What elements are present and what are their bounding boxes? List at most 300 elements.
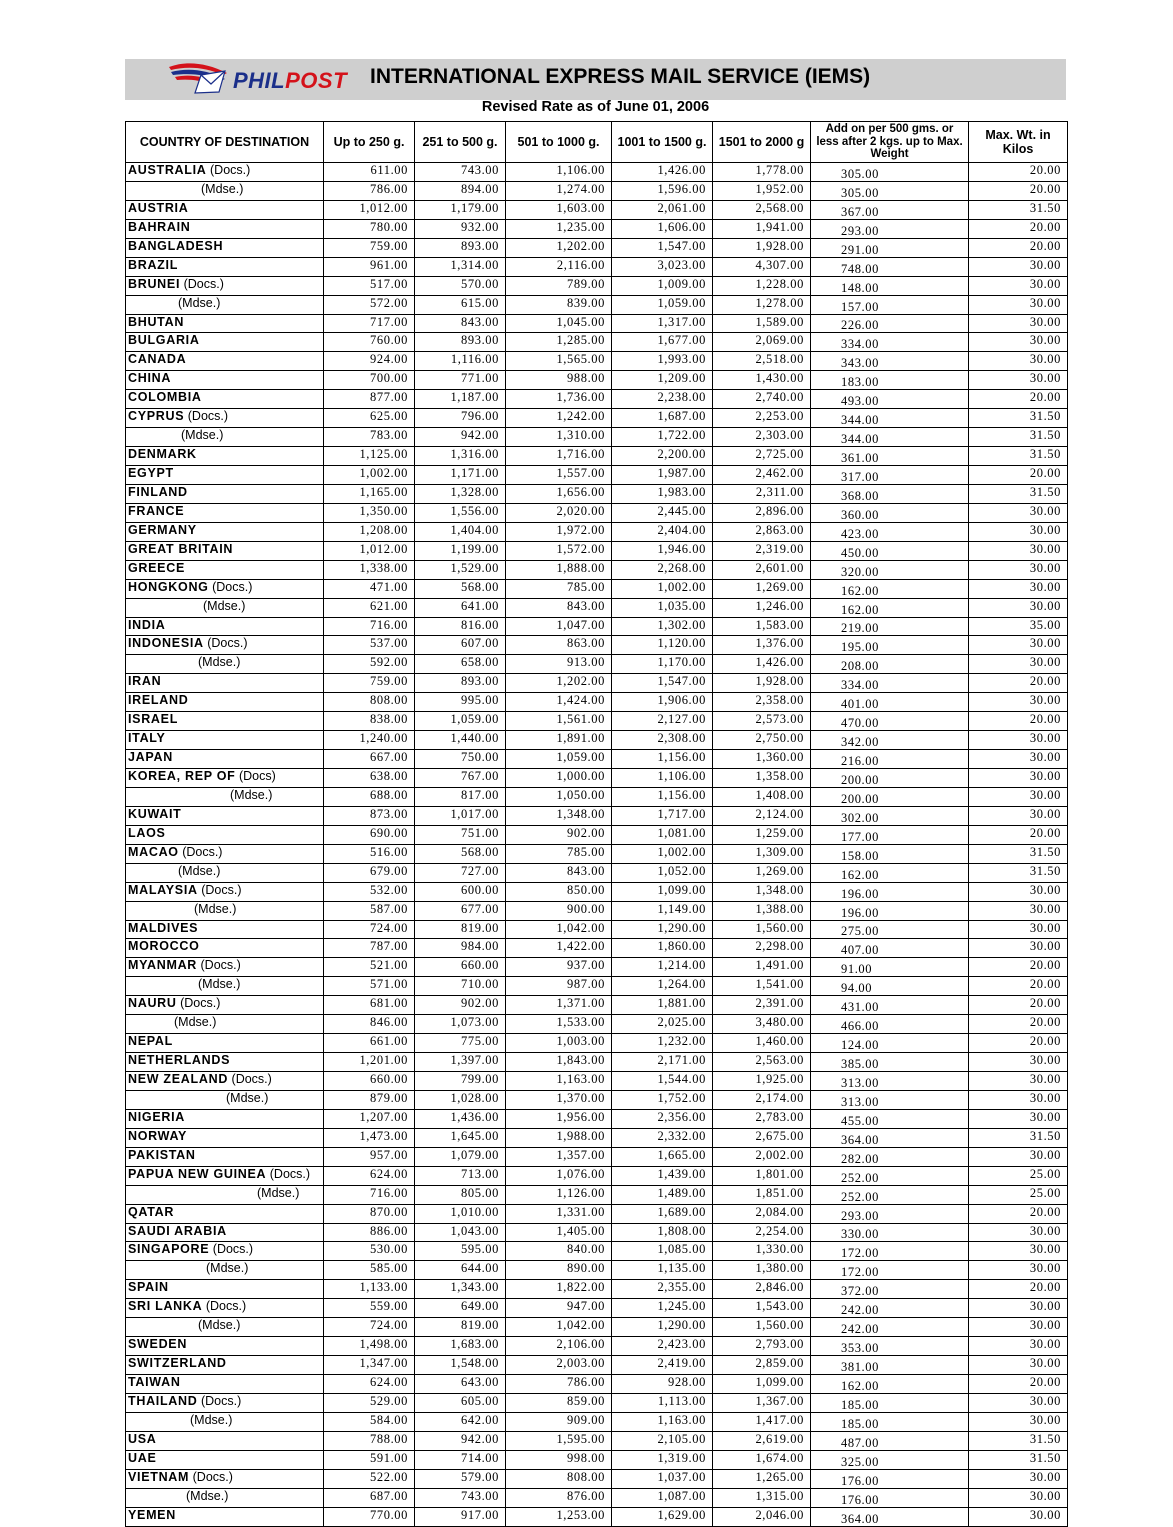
- rate-cell: 2,319.00: [713, 541, 811, 560]
- add-on-cell: 455.00: [811, 1109, 969, 1128]
- rate-cell: 1,424.00: [506, 693, 612, 712]
- rate-cell: 1,043.00: [415, 1223, 506, 1242]
- country-cell: [126, 636, 324, 655]
- max-weight-cell: 20.00: [969, 825, 1068, 844]
- rate-cell: 716.00: [324, 1185, 415, 1204]
- rate-cell: 1,133.00: [324, 1280, 415, 1299]
- rate-cell: 957.00: [324, 1147, 415, 1166]
- country-cell: [126, 200, 324, 219]
- rate-cell: 932.00: [415, 219, 506, 238]
- country-cell: [126, 598, 324, 617]
- rate-cell: 2,116.00: [506, 257, 612, 276]
- country-name: KUWAIT: [128, 806, 182, 821]
- rate-cell: 681.00: [324, 996, 415, 1015]
- rate-cell: 909.00: [506, 1412, 612, 1431]
- rate-cell: 902.00: [415, 996, 506, 1015]
- rate-cell: 1,246.00: [713, 598, 811, 617]
- country-name: CYPRUS: [128, 409, 185, 424]
- rate-cell: 1,561.00: [506, 712, 612, 731]
- rate-cell: 750.00: [415, 750, 506, 769]
- table-row: [126, 1450, 1068, 1469]
- rate-cell: 607.00: [415, 636, 506, 655]
- rate-cell: 789.00: [506, 276, 612, 295]
- rate-cell: 2,391.00: [713, 996, 811, 1015]
- rate-cell: 572.00: [324, 295, 415, 314]
- col-header-1501-2000: 1501 to 2000 g: [713, 122, 811, 163]
- country-name: CHINA: [128, 371, 172, 386]
- table-row: [126, 1337, 1068, 1356]
- add-on-cell: 216.00: [811, 750, 969, 769]
- add-on-cell: 361.00: [811, 447, 969, 466]
- max-weight-cell: 20.00: [969, 712, 1068, 731]
- rate-cell: 1,348.00: [506, 806, 612, 825]
- rate-cell: 759.00: [324, 238, 415, 257]
- country-cell: [126, 674, 324, 693]
- rate-cell: 621.00: [324, 598, 415, 617]
- add-on-cell: 148.00: [811, 276, 969, 295]
- rate-cell: 615.00: [415, 295, 506, 314]
- rate-cell: 1,987.00: [612, 466, 713, 485]
- rate-cell: 1,583.00: [713, 617, 811, 636]
- max-weight-cell: 30.00: [969, 1337, 1068, 1356]
- add-on-cell: 176.00: [811, 1488, 969, 1507]
- rate-cell: 1,860.00: [612, 939, 713, 958]
- add-on-cell: 353.00: [811, 1337, 969, 1356]
- max-weight-cell: 31.50: [969, 484, 1068, 503]
- rate-cell: 840.00: [506, 1242, 612, 1261]
- country-cell: [126, 1507, 324, 1526]
- rate-cell: 1,002.00: [612, 579, 713, 598]
- rate-cell: 529.00: [324, 1393, 415, 1412]
- rate-cell: 1,683.00: [415, 1337, 506, 1356]
- rate-cell: 1,000.00: [506, 769, 612, 788]
- rate-cell: 2,675.00: [713, 1128, 811, 1147]
- add-on-cell: 343.00: [811, 352, 969, 371]
- rate-cell: 2,200.00: [612, 447, 713, 466]
- rate-cell: 595.00: [415, 1242, 506, 1261]
- table-row: [126, 674, 1068, 693]
- max-weight-cell: 31.50: [969, 1128, 1068, 1147]
- rate-cell: 947.00: [506, 1299, 612, 1318]
- rate-cell: 1,002.00: [324, 466, 415, 485]
- table-row: [126, 1375, 1068, 1394]
- rate-cell: 517.00: [324, 276, 415, 295]
- rate-cell: 1,202.00: [506, 674, 612, 693]
- country-cell: [126, 352, 324, 371]
- rate-cell: 1,426.00: [612, 163, 713, 182]
- rate-cell: 687.00: [324, 1488, 415, 1507]
- rate-cell: 1,269.00: [713, 579, 811, 598]
- country-cell: [126, 750, 324, 769]
- max-weight-cell: 30.00: [969, 636, 1068, 655]
- shipment-type: (Mdse.): [178, 295, 221, 310]
- table-row: [126, 1147, 1068, 1166]
- rate-cell: 1,370.00: [506, 1090, 612, 1109]
- max-weight-cell: 20.00: [969, 390, 1068, 409]
- rate-cell: 1,285.00: [506, 333, 612, 352]
- max-weight-cell: 30.00: [969, 787, 1068, 806]
- country-cell: [126, 560, 324, 579]
- rate-cell: 786.00: [506, 1375, 612, 1394]
- rate-cell: 1,881.00: [612, 996, 713, 1015]
- rate-cell: 1,302.00: [612, 617, 713, 636]
- shipment-type: (Docs.): [184, 409, 229, 424]
- rate-cell: 873.00: [324, 806, 415, 825]
- table-row: [126, 541, 1068, 560]
- add-on-cell: 368.00: [811, 484, 969, 503]
- country-name: MOROCCO: [128, 939, 200, 954]
- rate-cell: 1,052.00: [612, 863, 713, 882]
- country-cell: [126, 1128, 324, 1147]
- shipment-type: (Docs.): [178, 844, 223, 859]
- add-on-cell: 162.00: [811, 579, 969, 598]
- rate-cell: 893.00: [415, 238, 506, 257]
- rate-cell: 532.00: [324, 882, 415, 901]
- country-cell: [126, 996, 324, 1015]
- rate-cell: 1,269.00: [713, 863, 811, 882]
- table-row: [126, 769, 1068, 788]
- rate-cell: 751.00: [415, 825, 506, 844]
- country-cell: [126, 257, 324, 276]
- rate-cell: 808.00: [324, 693, 415, 712]
- rate-cell: 1,489.00: [612, 1185, 713, 1204]
- table-row: [126, 1053, 1068, 1072]
- rate-cell: 3,480.00: [713, 1015, 811, 1034]
- country-name: NAURU: [128, 996, 177, 1011]
- rate-cell: 1,498.00: [324, 1337, 415, 1356]
- rate-cell: 1,047.00: [506, 617, 612, 636]
- country-name: HONGKONG: [128, 579, 209, 594]
- add-on-cell: 158.00: [811, 844, 969, 863]
- max-weight-cell: 30.00: [969, 1242, 1068, 1261]
- max-weight-cell: 20.00: [969, 1015, 1068, 1034]
- add-on-cell: 252.00: [811, 1166, 969, 1185]
- page-title: INTERNATIONAL EXPRESS MAIL SERVICE (IEMS): [370, 65, 871, 88]
- rate-cell: 1,371.00: [506, 996, 612, 1015]
- add-on-cell: 172.00: [811, 1242, 969, 1261]
- table-row: [126, 181, 1068, 200]
- shipment-type: (Mdse.): [174, 1015, 217, 1030]
- max-weight-cell: 30.00: [969, 1109, 1068, 1128]
- rate-cell: 2,404.00: [612, 522, 713, 541]
- table-row: [126, 1204, 1068, 1223]
- rate-cell: 1,290.00: [612, 920, 713, 939]
- rate-cell: 1,125.00: [324, 447, 415, 466]
- table-row: [126, 1299, 1068, 1318]
- rate-cell: 870.00: [324, 1204, 415, 1223]
- country-name: SWEDEN: [128, 1337, 188, 1352]
- rate-cell: 713.00: [415, 1166, 506, 1185]
- rate-cell: 2,308.00: [612, 731, 713, 750]
- rate-cell: 1,208.00: [324, 522, 415, 541]
- add-on-cell: 176.00: [811, 1469, 969, 1488]
- country-name: ISRAEL: [128, 712, 179, 727]
- rate-cell: 1,689.00: [612, 1204, 713, 1223]
- max-weight-cell: 30.00: [969, 1299, 1068, 1318]
- country-name: BANGLADESH: [128, 238, 224, 253]
- country-cell: [126, 1337, 324, 1356]
- rate-cell: 2,268.00: [612, 560, 713, 579]
- country-cell: [126, 1450, 324, 1469]
- country-name: BHUTAN: [128, 314, 185, 329]
- table-row: [126, 958, 1068, 977]
- table-row: [126, 901, 1068, 920]
- rate-cell: 644.00: [415, 1261, 506, 1280]
- add-on-cell: 242.00: [811, 1318, 969, 1337]
- add-on-cell: 208.00: [811, 655, 969, 674]
- country-name: DENMARK: [128, 447, 197, 462]
- rate-cell: 587.00: [324, 901, 415, 920]
- rate-cell: 1,343.00: [415, 1280, 506, 1299]
- rate-cell: 2,358.00: [713, 693, 811, 712]
- rate-cell: 893.00: [415, 333, 506, 352]
- rate-cell: 1,228.00: [713, 276, 811, 295]
- rate-cell: 1,906.00: [612, 693, 713, 712]
- country-name: YEMEN: [128, 1507, 176, 1522]
- add-on-cell: 282.00: [811, 1147, 969, 1166]
- rate-cell: 1,397.00: [415, 1053, 506, 1072]
- country-cell: [126, 920, 324, 939]
- rate-cell: 1,717.00: [612, 806, 713, 825]
- rate-cell: 1,037.00: [612, 1469, 713, 1488]
- country-cell: [126, 447, 324, 466]
- shipment-type: (Mdse.): [206, 1261, 249, 1276]
- add-on-cell: 313.00: [811, 1072, 969, 1091]
- max-weight-cell: 20.00: [969, 1375, 1068, 1394]
- max-weight-cell: 20.00: [969, 958, 1068, 977]
- rate-cell: 1,156.00: [612, 750, 713, 769]
- rate-cell: 4,307.00: [713, 257, 811, 276]
- rate-cell: 1,460.00: [713, 1034, 811, 1053]
- country-name: VIETNAM: [128, 1469, 190, 1484]
- rate-cell: 2,332.00: [612, 1128, 713, 1147]
- add-on-cell: 344.00: [811, 409, 969, 428]
- country-cell: [126, 1090, 324, 1109]
- rate-cell: 2,238.00: [612, 390, 713, 409]
- rate-cell: 1,042.00: [506, 1318, 612, 1337]
- table-row: [126, 1431, 1068, 1450]
- add-on-cell: 466.00: [811, 1015, 969, 1034]
- table-row: [126, 693, 1068, 712]
- rate-cell: 1,557.00: [506, 466, 612, 485]
- rate-cell: 2,619.00: [713, 1431, 811, 1450]
- max-weight-cell: 30.00: [969, 1469, 1068, 1488]
- max-weight-cell: 25.00: [969, 1166, 1068, 1185]
- brand-part2: POST: [285, 68, 348, 93]
- rate-cell: 1,017.00: [415, 806, 506, 825]
- add-on-cell: 252.00: [811, 1185, 969, 1204]
- add-on-cell: 342.00: [811, 731, 969, 750]
- rate-cell: 924.00: [324, 352, 415, 371]
- table-row: [126, 522, 1068, 541]
- table-row: [126, 1090, 1068, 1109]
- rate-cell: 1,081.00: [612, 825, 713, 844]
- add-on-cell: 320.00: [811, 560, 969, 579]
- rate-cell: 893.00: [415, 674, 506, 693]
- country-cell: [126, 1393, 324, 1412]
- country-cell: [126, 958, 324, 977]
- rate-cell: 1,572.00: [506, 541, 612, 560]
- country-cell: [126, 1431, 324, 1450]
- add-on-cell: 305.00: [811, 163, 969, 182]
- rate-cell: 1,253.00: [506, 1507, 612, 1526]
- rate-cell: 592.00: [324, 655, 415, 674]
- rate-cell: 1,135.00: [612, 1261, 713, 1280]
- country-cell: [126, 1488, 324, 1507]
- table-row: [126, 1166, 1068, 1185]
- country-name: KOREA, REP OF: [128, 769, 236, 783]
- rate-cell: 1,752.00: [612, 1090, 713, 1109]
- rate-cell: 787.00: [324, 939, 415, 958]
- table-row: [126, 295, 1068, 314]
- rate-cell: 2,124.00: [713, 806, 811, 825]
- rate-cell: 2,750.00: [713, 731, 811, 750]
- rate-cell: 516.00: [324, 844, 415, 863]
- rate-cell: 937.00: [506, 958, 612, 977]
- table-row: [126, 503, 1068, 522]
- country-name: LAOS: [128, 825, 166, 840]
- rate-cell: 1,983.00: [612, 484, 713, 503]
- country-name: CANADA: [128, 352, 187, 367]
- max-weight-cell: 30.00: [969, 522, 1068, 541]
- rate-cell: 780.00: [324, 219, 415, 238]
- rate-cell: 928.00: [612, 1375, 713, 1394]
- max-weight-cell: 30.00: [969, 541, 1068, 560]
- rate-cell: 1,207.00: [324, 1109, 415, 1128]
- rate-cell: 2,783.00: [713, 1109, 811, 1128]
- rate-cell: 530.00: [324, 1242, 415, 1261]
- add-on-cell: 200.00: [811, 787, 969, 806]
- rate-cell: 917.00: [415, 1507, 506, 1526]
- max-weight-cell: 30.00: [969, 352, 1068, 371]
- rate-cell: 2,171.00: [612, 1053, 713, 1072]
- rate-cell: 2,563.00: [713, 1053, 811, 1072]
- rate-cell: 2,046.00: [713, 1507, 811, 1526]
- country-name: NIGERIA: [128, 1109, 185, 1124]
- country-name: MALAYSIA: [128, 882, 198, 897]
- country-cell: [126, 787, 324, 806]
- country-cell: [126, 1204, 324, 1223]
- rate-cell: 1,941.00: [713, 219, 811, 238]
- add-on-cell: 196.00: [811, 882, 969, 901]
- country-cell: [126, 769, 324, 788]
- max-weight-cell: 30.00: [969, 1393, 1068, 1412]
- shipment-type: (Mdse.): [201, 181, 244, 196]
- shipment-type: (Mdse.): [198, 977, 241, 992]
- rate-cell: 1,116.00: [415, 352, 506, 371]
- table-row: [126, 712, 1068, 731]
- country-cell: [126, 1034, 324, 1053]
- rate-cell: 611.00: [324, 163, 415, 182]
- table-row: [126, 1109, 1068, 1128]
- rate-cell: 1,560.00: [713, 920, 811, 939]
- rate-cell: 1,629.00: [612, 1507, 713, 1526]
- rate-cell: 1,106.00: [612, 769, 713, 788]
- rate-cell: 1,380.00: [713, 1261, 811, 1280]
- country-name: BRAZIL: [128, 257, 179, 272]
- max-weight-cell: 30.00: [969, 333, 1068, 352]
- rate-cell: 1,010.00: [415, 1204, 506, 1223]
- rate-cell: 1,079.00: [415, 1147, 506, 1166]
- rate-cell: 2,355.00: [612, 1280, 713, 1299]
- add-on-cell: 334.00: [811, 333, 969, 352]
- rate-cell: 796.00: [415, 409, 506, 428]
- rate-cell: 571.00: [324, 977, 415, 996]
- rate-cell: 1,179.00: [415, 200, 506, 219]
- rate-cell: 1,059.00: [506, 750, 612, 769]
- rate-cell: 1,199.00: [415, 541, 506, 560]
- rate-cell: 1,009.00: [612, 276, 713, 295]
- rate-cell: 624.00: [324, 1166, 415, 1185]
- country-cell: [126, 484, 324, 503]
- rate-cell: 658.00: [415, 655, 506, 674]
- table-row: [126, 1034, 1068, 1053]
- shipment-type: (Docs.): [209, 1242, 254, 1257]
- rate-cell: 2,084.00: [713, 1204, 811, 1223]
- country-name: GREECE: [128, 560, 185, 575]
- rate-cell: 846.00: [324, 1015, 415, 1034]
- rate-cell: 522.00: [324, 1469, 415, 1488]
- max-weight-cell: 30.00: [969, 1261, 1068, 1280]
- rate-cell: 2,020.00: [506, 503, 612, 522]
- rate-cell: 1,278.00: [713, 295, 811, 314]
- rate-cell: 1,149.00: [612, 901, 713, 920]
- country-cell: [126, 977, 324, 996]
- rate-cell: 1,376.00: [713, 636, 811, 655]
- rate-cell: 1,290.00: [612, 1318, 713, 1337]
- rate-cell: 1,317.00: [612, 314, 713, 333]
- rate-cell: 1,170.00: [612, 655, 713, 674]
- rate-cell: 1,274.00: [506, 181, 612, 200]
- rate-cell: 913.00: [506, 655, 612, 674]
- rate-cell: 1,099.00: [713, 1375, 811, 1394]
- country-name: MYANMAR: [128, 958, 198, 973]
- table-row: [126, 1072, 1068, 1091]
- country-name: BULGARIA: [128, 333, 200, 348]
- max-weight-cell: 20.00: [969, 1204, 1068, 1223]
- rate-cell: 1,059.00: [415, 712, 506, 731]
- country-name: SRI LANKA: [128, 1299, 203, 1314]
- rate-cell: 1,163.00: [612, 1412, 713, 1431]
- shipment-type: (Docs.): [206, 163, 251, 177]
- rate-cell: 2,254.00: [713, 1223, 811, 1242]
- table-row: [126, 750, 1068, 769]
- add-on-cell: 305.00: [811, 181, 969, 200]
- max-weight-cell: 31.50: [969, 428, 1068, 447]
- rate-cell: 1,042.00: [506, 920, 612, 939]
- rate-cell: 942.00: [415, 428, 506, 447]
- rate-cell: 2,445.00: [612, 503, 713, 522]
- rate-cell: 1,357.00: [506, 1147, 612, 1166]
- country-name: BAHRAIN: [128, 219, 191, 234]
- rate-cell: 1,408.00: [713, 787, 811, 806]
- rate-cell: 600.00: [415, 882, 506, 901]
- rate-cell: 1,085.00: [612, 1242, 713, 1261]
- max-weight-cell: 30.00: [969, 939, 1068, 958]
- rate-cell: 1,245.00: [612, 1299, 713, 1318]
- max-weight-cell: 30.00: [969, 314, 1068, 333]
- country-cell: [126, 1412, 324, 1431]
- add-on-cell: 334.00: [811, 674, 969, 693]
- rate-cell: 727.00: [415, 863, 506, 882]
- table-row: [126, 428, 1068, 447]
- table-row: [126, 352, 1068, 371]
- country-name: THAILAND: [128, 1393, 198, 1408]
- rate-cell: 585.00: [324, 1261, 415, 1280]
- rate-cell: 995.00: [415, 693, 506, 712]
- rate-cell: 843.00: [506, 863, 612, 882]
- rate-cell: 624.00: [324, 1375, 415, 1394]
